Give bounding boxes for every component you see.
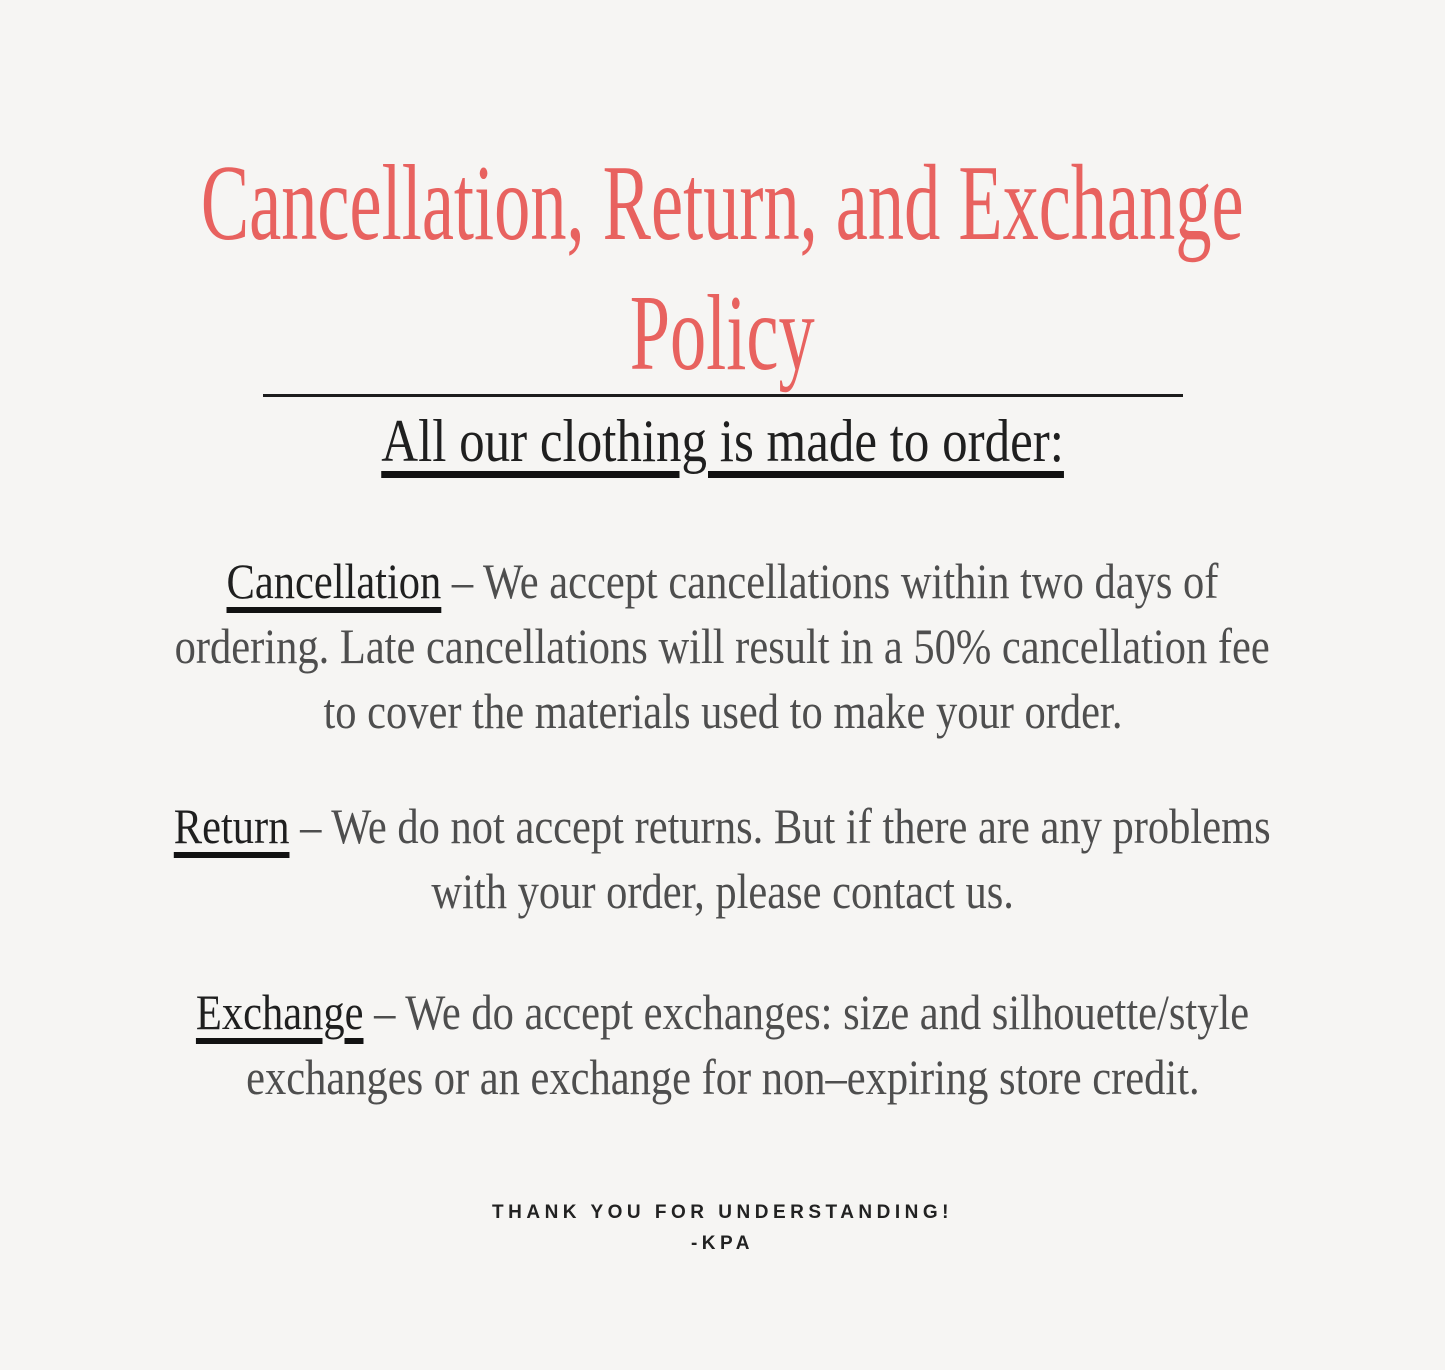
policy-cancellation-line-1: [227, 549, 1219, 614]
subtitle-line: [381, 399, 1064, 483]
policy-term-exchange: Exchange: [195, 984, 364, 1041]
policy-return-line-1: [174, 794, 1271, 859]
policy-exchange-text: – We do accept exchanges: size and silhouette/style: [363, 984, 1250, 1041]
policy-cancellation-line-3: to cover the materials used to make your order.: [322, 683, 1122, 740]
policy-term-return: Return: [174, 798, 290, 855]
policy-section-exchange: [103, 980, 1342, 1110]
policy-exchange-line-1: [196, 980, 1249, 1045]
policy-return-text: – We do not accept returns. But if there are any problems: [289, 798, 1271, 855]
policy-cancellation-line-2: ordering. Late cancellations will result in a 50% cancellation fee: [174, 618, 1271, 675]
page-title-line-1: Cancellation, Return, and Exchange: [201, 144, 1244, 263]
page-title-line-2: Policy: [630, 273, 815, 393]
footer: [492, 1198, 953, 1259]
footer-thanks: THANK YOU FOR UNDERSTANDING!: [492, 1202, 953, 1224]
subtitle-text: All our clothing is made to order:: [381, 408, 1064, 475]
footer-signature: -KPA: [690, 1232, 755, 1254]
policy-term-cancellation: Cancellation: [226, 553, 442, 610]
policy-cancellation-text: – We accept cancellations within two days of: [441, 553, 1219, 610]
policy-section-cancellation: [78, 549, 1366, 744]
page-title: [0, 139, 1445, 398]
policy-return-line-2: with your order, please contact us.: [431, 863, 1014, 920]
policy-exchange-line-2: exchanges or an exchange for non–expiring store credit.: [245, 1049, 1200, 1106]
subtitle: [321, 399, 1124, 483]
policy-section-return: [77, 794, 1368, 924]
